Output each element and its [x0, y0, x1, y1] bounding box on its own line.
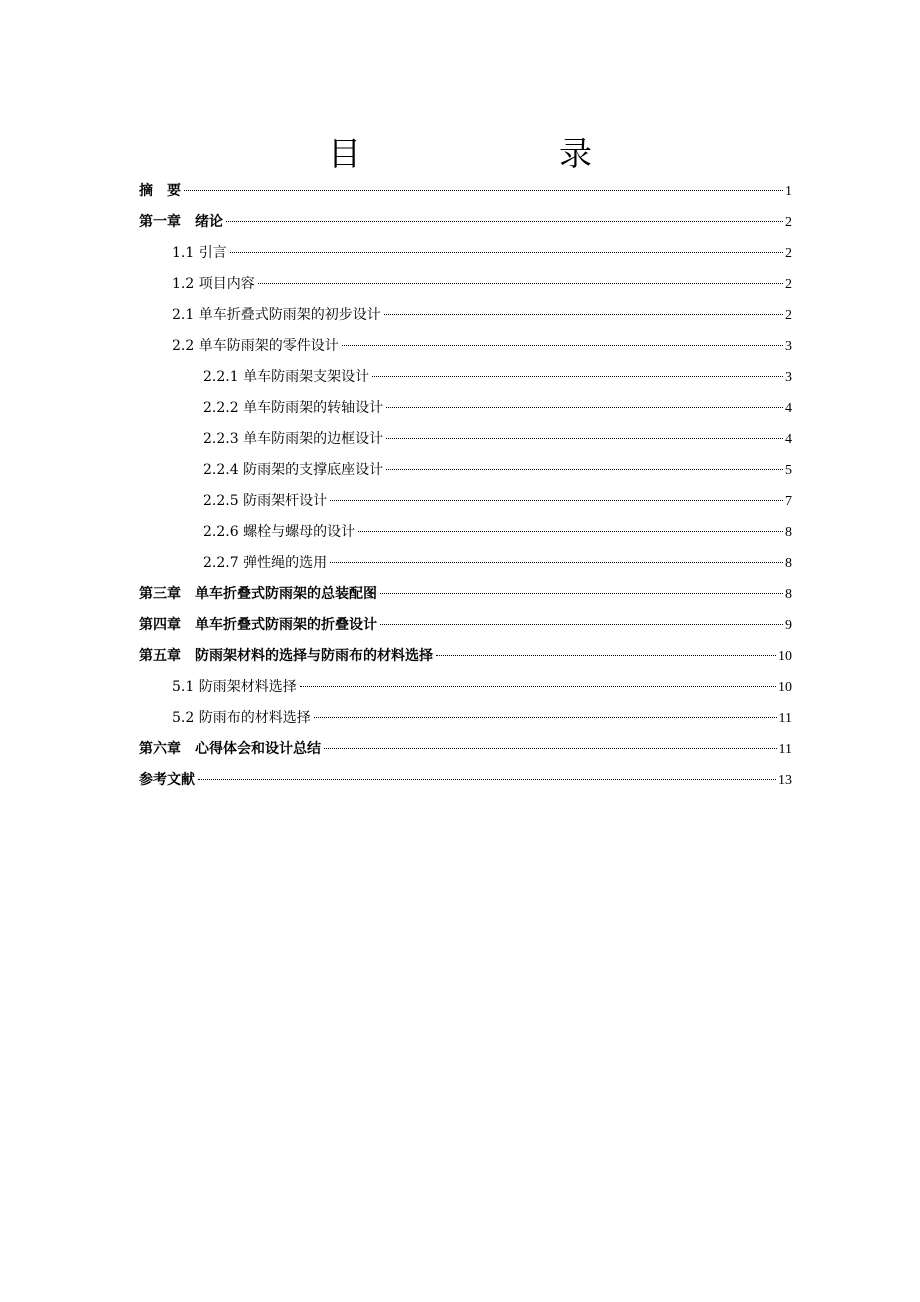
toc-page-number: 4 — [785, 432, 792, 447]
toc-entry[interactable] — [139, 517, 792, 548]
toc-page-number: 8 — [785, 587, 792, 602]
toc-entry[interactable] — [139, 207, 792, 238]
toc-dot-leader — [300, 686, 776, 687]
toc-entry[interactable] — [139, 765, 792, 796]
toc-entry[interactable] — [139, 734, 792, 765]
toc-dot-leader — [330, 500, 783, 501]
toc-dot-leader — [386, 469, 783, 470]
toc-entry-label: 第六章 心得体会和设计总结 — [139, 741, 321, 757]
toc-page-number: 5 — [785, 463, 792, 478]
toc-entry-label: 2.2.5 防雨架杆设计 — [203, 493, 328, 509]
toc-page-number: 2 — [785, 215, 792, 230]
toc-entry[interactable] — [139, 548, 792, 579]
toc-dot-leader — [372, 376, 783, 377]
toc-page-number: 9 — [785, 618, 792, 633]
toc-entry-label: 摘 要 — [139, 183, 181, 199]
toc-entry-label: 2.2.3 单车防雨架的边框设计 — [203, 431, 384, 447]
toc-dot-leader — [330, 562, 783, 563]
toc-dot-leader — [184, 190, 783, 191]
toc-page-number: 3 — [785, 339, 792, 354]
toc-entry[interactable] — [139, 176, 792, 207]
toc-entry-label: 2.2.6 螺栓与螺母的设计 — [203, 524, 356, 540]
toc-entry-label: 参考文献 — [139, 772, 195, 788]
toc-dot-leader — [358, 531, 783, 532]
toc-dot-leader — [386, 438, 783, 439]
toc-page-number: 2 — [785, 246, 792, 261]
toc-dot-leader — [384, 314, 783, 315]
toc-entry-label: 第四章 单车折叠式防雨架的折叠设计 — [139, 617, 377, 633]
toc-entry[interactable] — [139, 300, 792, 331]
toc-dot-leader — [230, 252, 783, 253]
toc-page-number: 3 — [785, 370, 792, 385]
table-of-contents — [139, 176, 792, 796]
toc-title: 目 录 — [328, 134, 636, 173]
toc-dot-leader — [314, 717, 777, 718]
toc-entry-label: 1.1 引言 — [172, 245, 227, 261]
toc-page-number: 2 — [785, 308, 792, 323]
toc-entry-label: 2.2.7 弹性绳的选用 — [203, 555, 328, 571]
toc-page-number: 8 — [785, 525, 792, 540]
toc-page-number: 1 — [785, 184, 792, 199]
toc-page-number: 2 — [785, 277, 792, 292]
toc-entry[interactable] — [139, 703, 792, 734]
toc-entry-label: 2.2 单车防雨架的零件设计 — [172, 338, 339, 354]
toc-entry[interactable] — [139, 610, 792, 641]
toc-entry-label: 2.2.1 单车防雨架支架设计 — [203, 369, 370, 385]
toc-dot-leader — [436, 655, 776, 656]
toc-entry[interactable] — [139, 579, 792, 610]
toc-entry[interactable] — [139, 424, 792, 455]
toc-page-number: 10 — [778, 680, 792, 695]
toc-entry[interactable] — [139, 331, 792, 362]
toc-dot-leader — [342, 345, 783, 346]
toc-dot-leader — [324, 748, 777, 749]
toc-entry-label: 2.2.4 防雨架的支撑底座设计 — [203, 462, 384, 478]
toc-entry[interactable] — [139, 641, 792, 672]
toc-dot-leader — [198, 779, 776, 780]
toc-entry[interactable] — [139, 238, 792, 269]
toc-page-number: 4 — [785, 401, 792, 416]
toc-entry-label: 5.2 防雨布的材料选择 — [172, 710, 311, 726]
toc-entry[interactable] — [139, 486, 792, 517]
toc-page-number: 8 — [785, 556, 792, 571]
toc-dot-leader — [226, 221, 783, 222]
toc-page-number: 13 — [778, 773, 792, 788]
toc-entry-label: 2.1 单车折叠式防雨架的初步设计 — [172, 307, 381, 323]
toc-page-number: 11 — [778, 742, 792, 757]
toc-dot-leader — [380, 593, 783, 594]
toc-entry[interactable] — [139, 362, 792, 393]
toc-entry-label: 1.2 项目内容 — [172, 276, 255, 292]
toc-entry[interactable] — [139, 672, 792, 703]
toc-entry[interactable] — [139, 269, 792, 300]
toc-entry-label: 2.2.2 单车防雨架的转轴设计 — [203, 400, 384, 416]
toc-entry[interactable] — [139, 455, 792, 486]
toc-entry-label: 第五章 防雨架材料的选择与防雨布的材料选择 — [139, 648, 433, 664]
toc-entry-label: 5.1 防雨架材料选择 — [172, 679, 297, 695]
toc-page-number: 11 — [778, 711, 792, 726]
toc-entry-label: 第三章 单车折叠式防雨架的总装配图 — [139, 586, 377, 602]
toc-dot-leader — [386, 407, 783, 408]
toc-dot-leader — [258, 283, 783, 284]
toc-entry[interactable] — [139, 393, 792, 424]
toc-page-number: 7 — [785, 494, 792, 509]
toc-entry-label: 第一章 绪论 — [139, 214, 223, 230]
toc-dot-leader — [380, 624, 783, 625]
toc-page-number: 10 — [778, 649, 792, 664]
